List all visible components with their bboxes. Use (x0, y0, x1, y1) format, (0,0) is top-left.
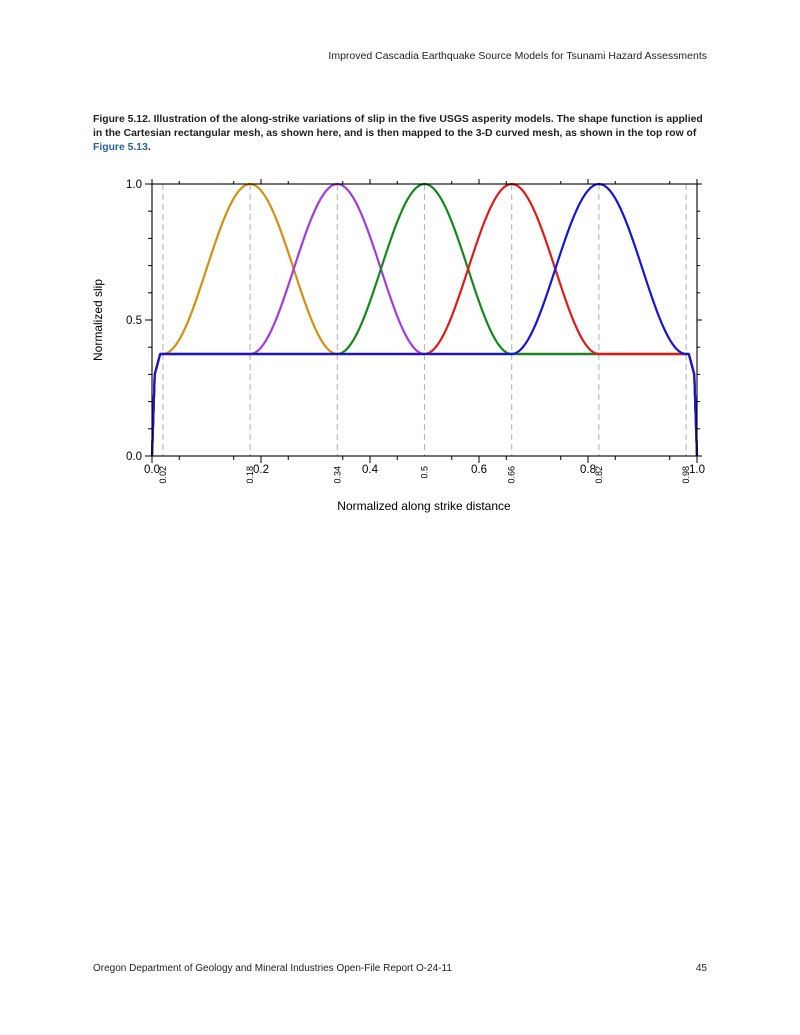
x-tick-label-4: 0.8 (580, 464, 596, 476)
reference-line-label-6: 0.98 (681, 466, 692, 484)
x-tick-label-5: 1.0 (689, 464, 705, 476)
footer-report-title: Oregon Department of Geology and Mineral Industries Open-File Report O-24-11 (93, 963, 452, 974)
reference-line-label-4: 0.66 (506, 466, 517, 484)
x-tick-label-3: 0.6 (471, 464, 487, 476)
reference-lines (158, 184, 691, 484)
reference-line-label-5: 0.82 (593, 466, 604, 484)
caption-end: . (147, 142, 151, 153)
page-number: 45 (695, 963, 707, 974)
y-axis-label: Normalized slip (91, 278, 105, 362)
reference-line-label-3: 0.5 (419, 466, 430, 479)
y-tick-label-1: 0.5 (126, 315, 142, 327)
figure-reference-link[interactable]: Figure 5.13 (93, 142, 148, 153)
x-tick-label-0: 0.0 (144, 464, 160, 476)
caption-label: Figure 5.12. (93, 114, 151, 125)
y-tick-label-0: 0.0 (126, 451, 142, 463)
y-tick-label-2: 1.0 (126, 179, 142, 191)
reference-line-label-0: 0.02 (157, 466, 168, 484)
reference-line-label-1: 0.18 (245, 466, 256, 484)
x-axis-label: Normalized along strike distance (337, 499, 511, 513)
caption-text: Illustration of the along-strike variations of slip in the five USGS asperity models. The shape function is applied in the Cartesian rectangular mesh, as shown here, and is then mapped to the 3-D curved mesh, as shown in the top row of (93, 114, 703, 139)
reference-line-label-2: 0.34 (332, 466, 343, 484)
x-tick-label-2: 0.4 (362, 464, 378, 476)
running-header: Improved Cascadia Earthquake Source Models for Tsunami Hazard Assessments (328, 50, 707, 62)
x-tick-label-1: 0.2 (253, 464, 269, 476)
tick-group (126, 179, 705, 476)
